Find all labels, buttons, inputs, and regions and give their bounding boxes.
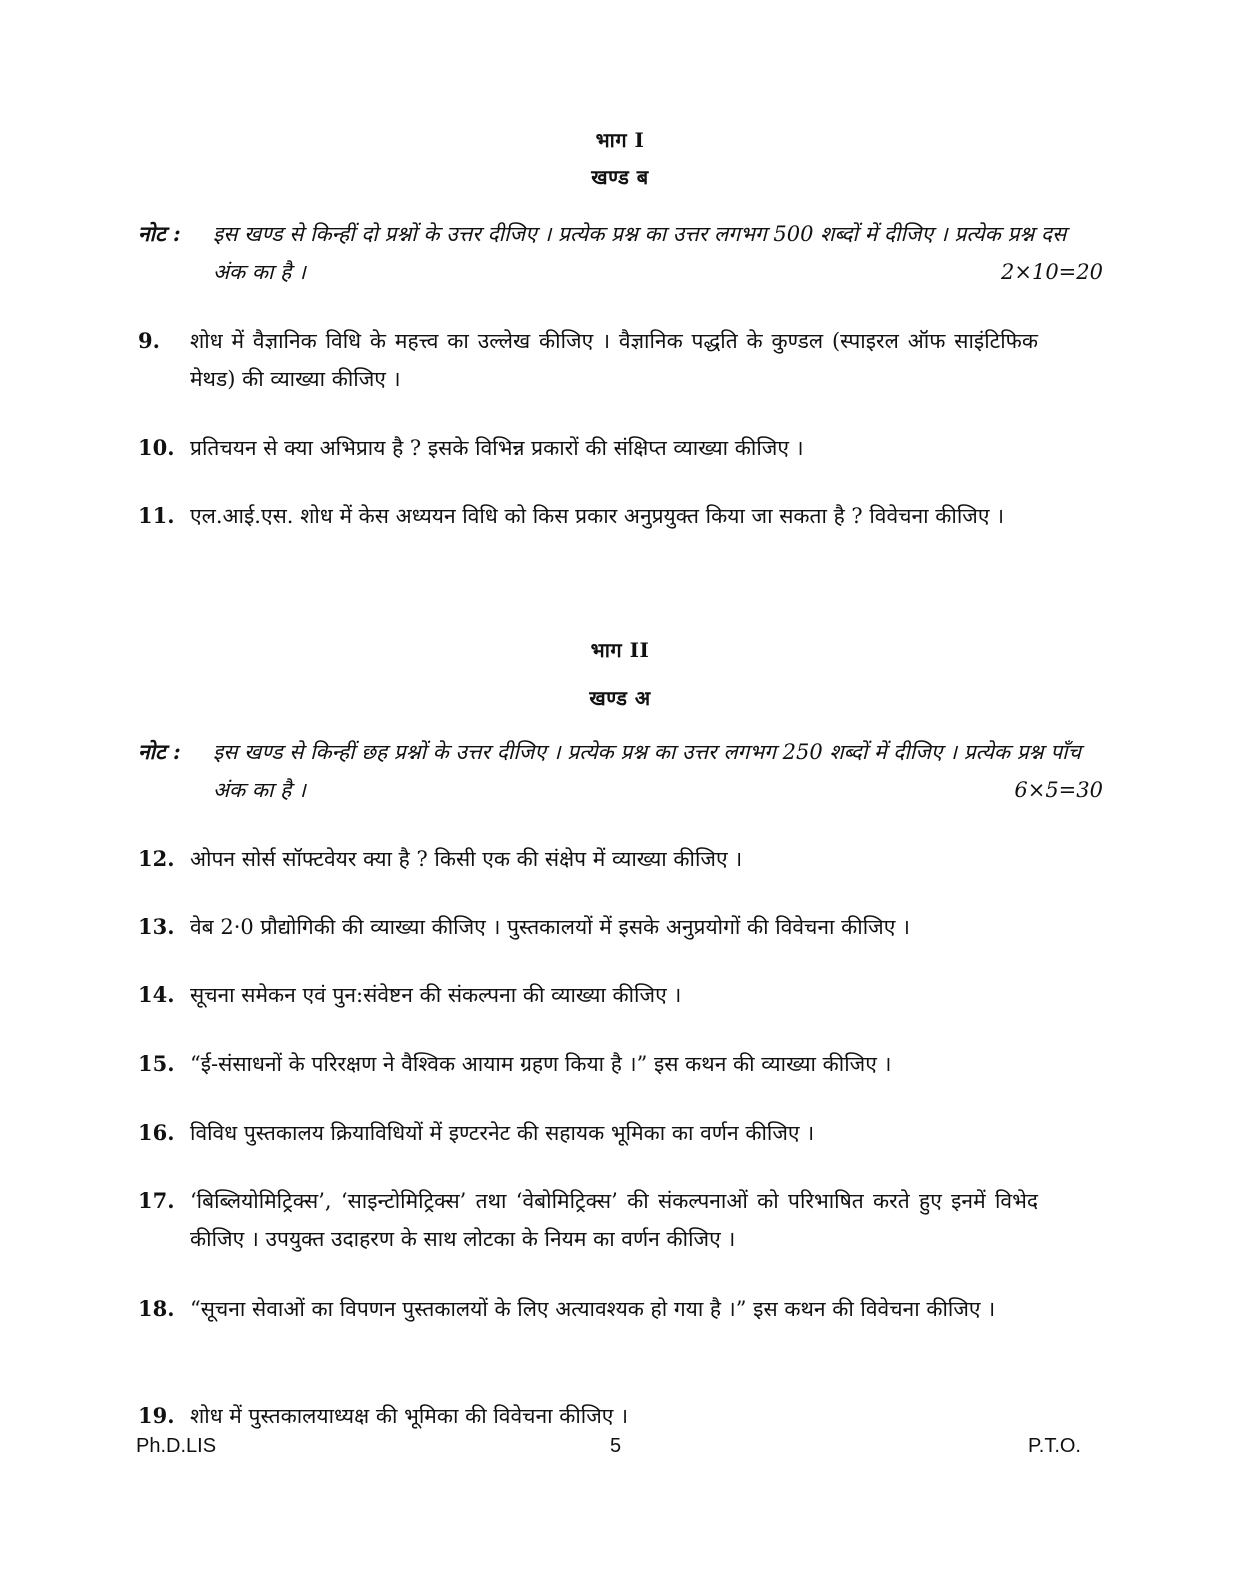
question-16 bbox=[138, 1114, 1038, 1152]
question-number: 17. bbox=[138, 1188, 175, 1213]
question-text: सूचना समेकन एवं पुन:संवेष्टन की संकल्पना की व्याख्या कीजिए । bbox=[190, 983, 682, 1007]
question-text: शोध में पुस्तकालयाध्यक्ष की भूमिका की विवेचना कीजिए । bbox=[190, 1404, 629, 1428]
question-9 bbox=[138, 322, 1038, 398]
paper-code: Ph.D.LIS bbox=[136, 1435, 217, 1457]
question-10 bbox=[138, 429, 1038, 467]
part2-section-heading: खण्ड अ bbox=[589, 686, 651, 710]
part1-note bbox=[138, 215, 1103, 295]
question-11 bbox=[138, 497, 1038, 573]
note-label: नोट : bbox=[138, 221, 181, 246]
note-marks: 6×5=30 bbox=[1014, 778, 1103, 802]
question-text: एल.आई.एस. शोध में केस अध्ययन विधि को किस प्रकार अनुप्रयुक्त किया जा सकता है ? विवेचना कीजिए । bbox=[190, 504, 1005, 528]
question-18 bbox=[138, 1290, 1038, 1366]
page-number: 5 bbox=[610, 1435, 622, 1457]
question-12 bbox=[138, 840, 1038, 878]
pto-label: P.T.O. bbox=[1028, 1435, 1081, 1457]
question-14 bbox=[138, 976, 1038, 1014]
part2-heading: भाग II bbox=[590, 638, 650, 662]
question-number: 13. bbox=[138, 914, 175, 939]
question-text: “ई-संसाधनों के परिरक्षण ने वैश्विक आयाम ग्रहण किया है ।” इस कथन की व्याख्या कीजिए । bbox=[190, 1052, 892, 1076]
part1-heading: भाग I bbox=[595, 128, 645, 152]
question-15 bbox=[138, 1045, 1038, 1083]
question-number: 9. bbox=[138, 328, 160, 353]
question-19 bbox=[138, 1397, 1038, 1435]
question-number: 12. bbox=[138, 846, 175, 871]
question-number: 16. bbox=[138, 1120, 175, 1145]
question-number: 10. bbox=[138, 435, 175, 460]
question-number: 18. bbox=[138, 1296, 175, 1321]
question-text: ‘बिब्लियोमिट्रिक्स’, ‘साइन्टोमिट्रिक्स’ तथा ‘वेबोमिट्रिक्स’ की संकल्पनाओं को परिभाषित करते हुए इनमें विभेद कीजिए । उपयुक्त उदाहरण के साथ लोटका के नियम का वर्णन कीजिए । bbox=[190, 1189, 1038, 1251]
question-text: ओपन सोर्स सॉफ्टवेयर क्या है ? किसी एक की संक्षेप में व्याख्या कीजिए । bbox=[190, 847, 743, 871]
question-text: शोध में वैज्ञानिक विधि के महत्त्व का उल्लेख कीजिए । वैज्ञानिक पद्धति के कुण्डल (स्पाइरल ऑफ साइंटिफिक मेथड) की व्याख्या कीजिए । bbox=[190, 329, 1038, 391]
note-label: नोट : bbox=[138, 739, 181, 764]
question-text: वेब 2·0 प्रौद्योगिकी की व्याख्या कीजिए । पुस्तकालयों में इसके अनुप्रयोगों की विवेचना कीजिए । bbox=[190, 915, 910, 939]
question-number: 14. bbox=[138, 982, 175, 1007]
part2-note bbox=[138, 733, 1103, 813]
question-text: विविध पुस्तकालय क्रियाविधियों में इण्टरनेट की सहायक भूमिका का वर्णन कीजिए । bbox=[190, 1121, 815, 1145]
question-text: प्रतिचयन से क्या अभिप्राय है ? इसके विभिन्न प्रकारों की संक्षिप्त व्याख्या कीजिए । bbox=[190, 436, 804, 460]
question-number: 11. bbox=[138, 503, 175, 528]
question-13 bbox=[138, 908, 1038, 946]
note-text: इस खण्ड से किन्हीं छह प्रश्नों के उत्तर दीजिए । प्रत्येक प्रश्न का उत्तर लगभग 250 शब्दों में दीजिए । प्रत्येक प्रश्न पाँच अंक का है । bbox=[213, 740, 1081, 802]
note-text: इस खण्ड से किन्हीं दो प्रश्नों के उत्तर दीजिए । प्रत्येक प्रश्न का उत्तर लगभग 500 शब्दों में दीजिए । प्रत्येक प्रश्न दस अंक का है । bbox=[213, 222, 1067, 284]
part1-section-heading: खण्ड ब bbox=[591, 165, 649, 189]
note-marks: 2×10=20 bbox=[1001, 260, 1103, 284]
question-number: 19. bbox=[138, 1403, 175, 1428]
question-number: 15. bbox=[138, 1051, 175, 1076]
question-17 bbox=[138, 1182, 1038, 1258]
question-text: “सूचना सेवाओं का विपणन पुस्तकालयों के लिए अत्यावश्यक हो गया है ।” इस कथन की विवेचना कीजिए । bbox=[190, 1297, 996, 1321]
